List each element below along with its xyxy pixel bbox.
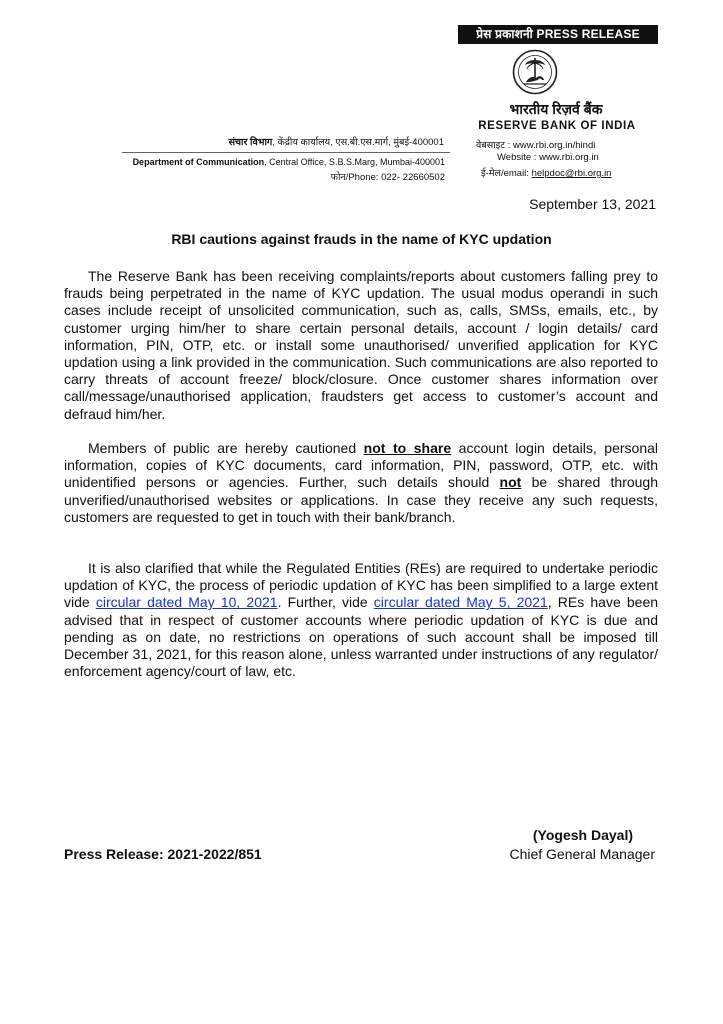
department-phone: फोन/Phone: 022- 22660502	[330, 172, 445, 183]
website-hindi-line	[476, 138, 595, 151]
signatory-designation: Chief General Manager	[509, 846, 655, 862]
website-hindi-url: www.rbi.org.in/hindi	[512, 140, 596, 151]
website-line	[497, 152, 599, 163]
signatory-name: (Yogesh Dayal)	[532, 827, 633, 843]
paragraph-3-text-b: . Further, vide	[277, 594, 374, 611]
emphasis-not: not	[499, 474, 522, 491]
paragraph-2-text-b: account login details, personal information, copies of KYC documents, card information, PIN, password, OTP, etc. with unidentified persons or agencies. Further, such details should	[64, 440, 659, 491]
department-hindi	[229, 135, 444, 148]
circular-may-5-link[interactable]: circular dated May 5, 2021	[373, 594, 548, 611]
press-release-badge: प्रेस प्रकाशनी PRESS RELEASE	[458, 25, 658, 44]
emphasis-not-to-share: not to share	[363, 440, 452, 456]
press-release-number: Press Release: 2021-2022/851	[64, 846, 262, 862]
paragraph-2-text-c: be shared through unverified/unauthorised websites or applications. In case they receive any such requests, customers are requested to get in touch with their bank/branch.	[64, 474, 659, 525]
circular-may-10-link[interactable]: circular dated May 10, 2021	[95, 594, 278, 611]
department-hindi-name: संचार विभाग	[228, 137, 273, 148]
department-english-name: Department of Communication	[132, 157, 265, 167]
bank-name-hindi: भारतीय रिज़र्व बैंक	[509, 101, 603, 117]
paragraph-2-text-a: Members of public are hereby cautioned	[88, 440, 364, 456]
website-url: www.rbi.org.in	[539, 152, 599, 163]
bank-name-english: RESERVE BANK OF INDIA	[478, 120, 636, 132]
website-hindi-label: वेबसाइट :	[476, 140, 513, 151]
paragraph-3-text-c: , REs have been advised that in respect of customer accounts where periodic updation of KYC is due and pending as on date, no restrictions on operations of such account shall be imposed till December 31, 2021, for this reason alone, unless warranted under instructions of any regulator/ enforcement agency/court of law, etc.	[64, 594, 659, 680]
paragraph-3	[64, 560, 658, 680]
email-label: ई-मेल/email:	[481, 168, 532, 179]
department-hindi-address: , केंद्रीय कार्यालय, एस.बी.एस.मार्ग, मुंबई-400001	[272, 137, 444, 148]
website-label: Website :	[497, 152, 540, 163]
release-date: September 13, 2021	[529, 196, 656, 212]
rbi-emblem-icon	[512, 49, 558, 95]
email-link[interactable]: helpdoc@rbi.org.in	[531, 168, 612, 179]
department-english-address: , Central Office, S.B.S.Marg, Mumbai-400001	[264, 157, 445, 167]
paragraph-3-text-a: It is also clarified that while the Regulated Entities (REs) are required to undertake periodic updation of KYC, the process of periodic updation of KYC has been simplified to a large extent vide	[64, 560, 658, 611]
page-title: RBI cautions against frauds in the name of KYC updation	[171, 231, 552, 247]
header-divider	[122, 152, 450, 153]
email-line	[481, 166, 611, 179]
paragraph-2	[64, 440, 658, 526]
paragraph-1: The Reserve Bank has been receiving complaints/reports about customers falling prey to frauds being perpetrated in the name of KYC updation. The usual modus operandi in such cases include receipt of unsolicited communication, such as, calls, SMSs, emails, etc., by customer urging him/her to share certain personal details, account / login details/ card information, PIN, OTP, etc. or install some unauthorised/ unverified application for KYC updation using a link provided in the communication. Such communications are also reported to carry threats of account freeze/ block/closure. Once customer shares information over call/message/unauthorised application, fraudsters get access to customer’s account and defraud him/her.	[64, 268, 658, 422]
department-english	[133, 157, 445, 167]
